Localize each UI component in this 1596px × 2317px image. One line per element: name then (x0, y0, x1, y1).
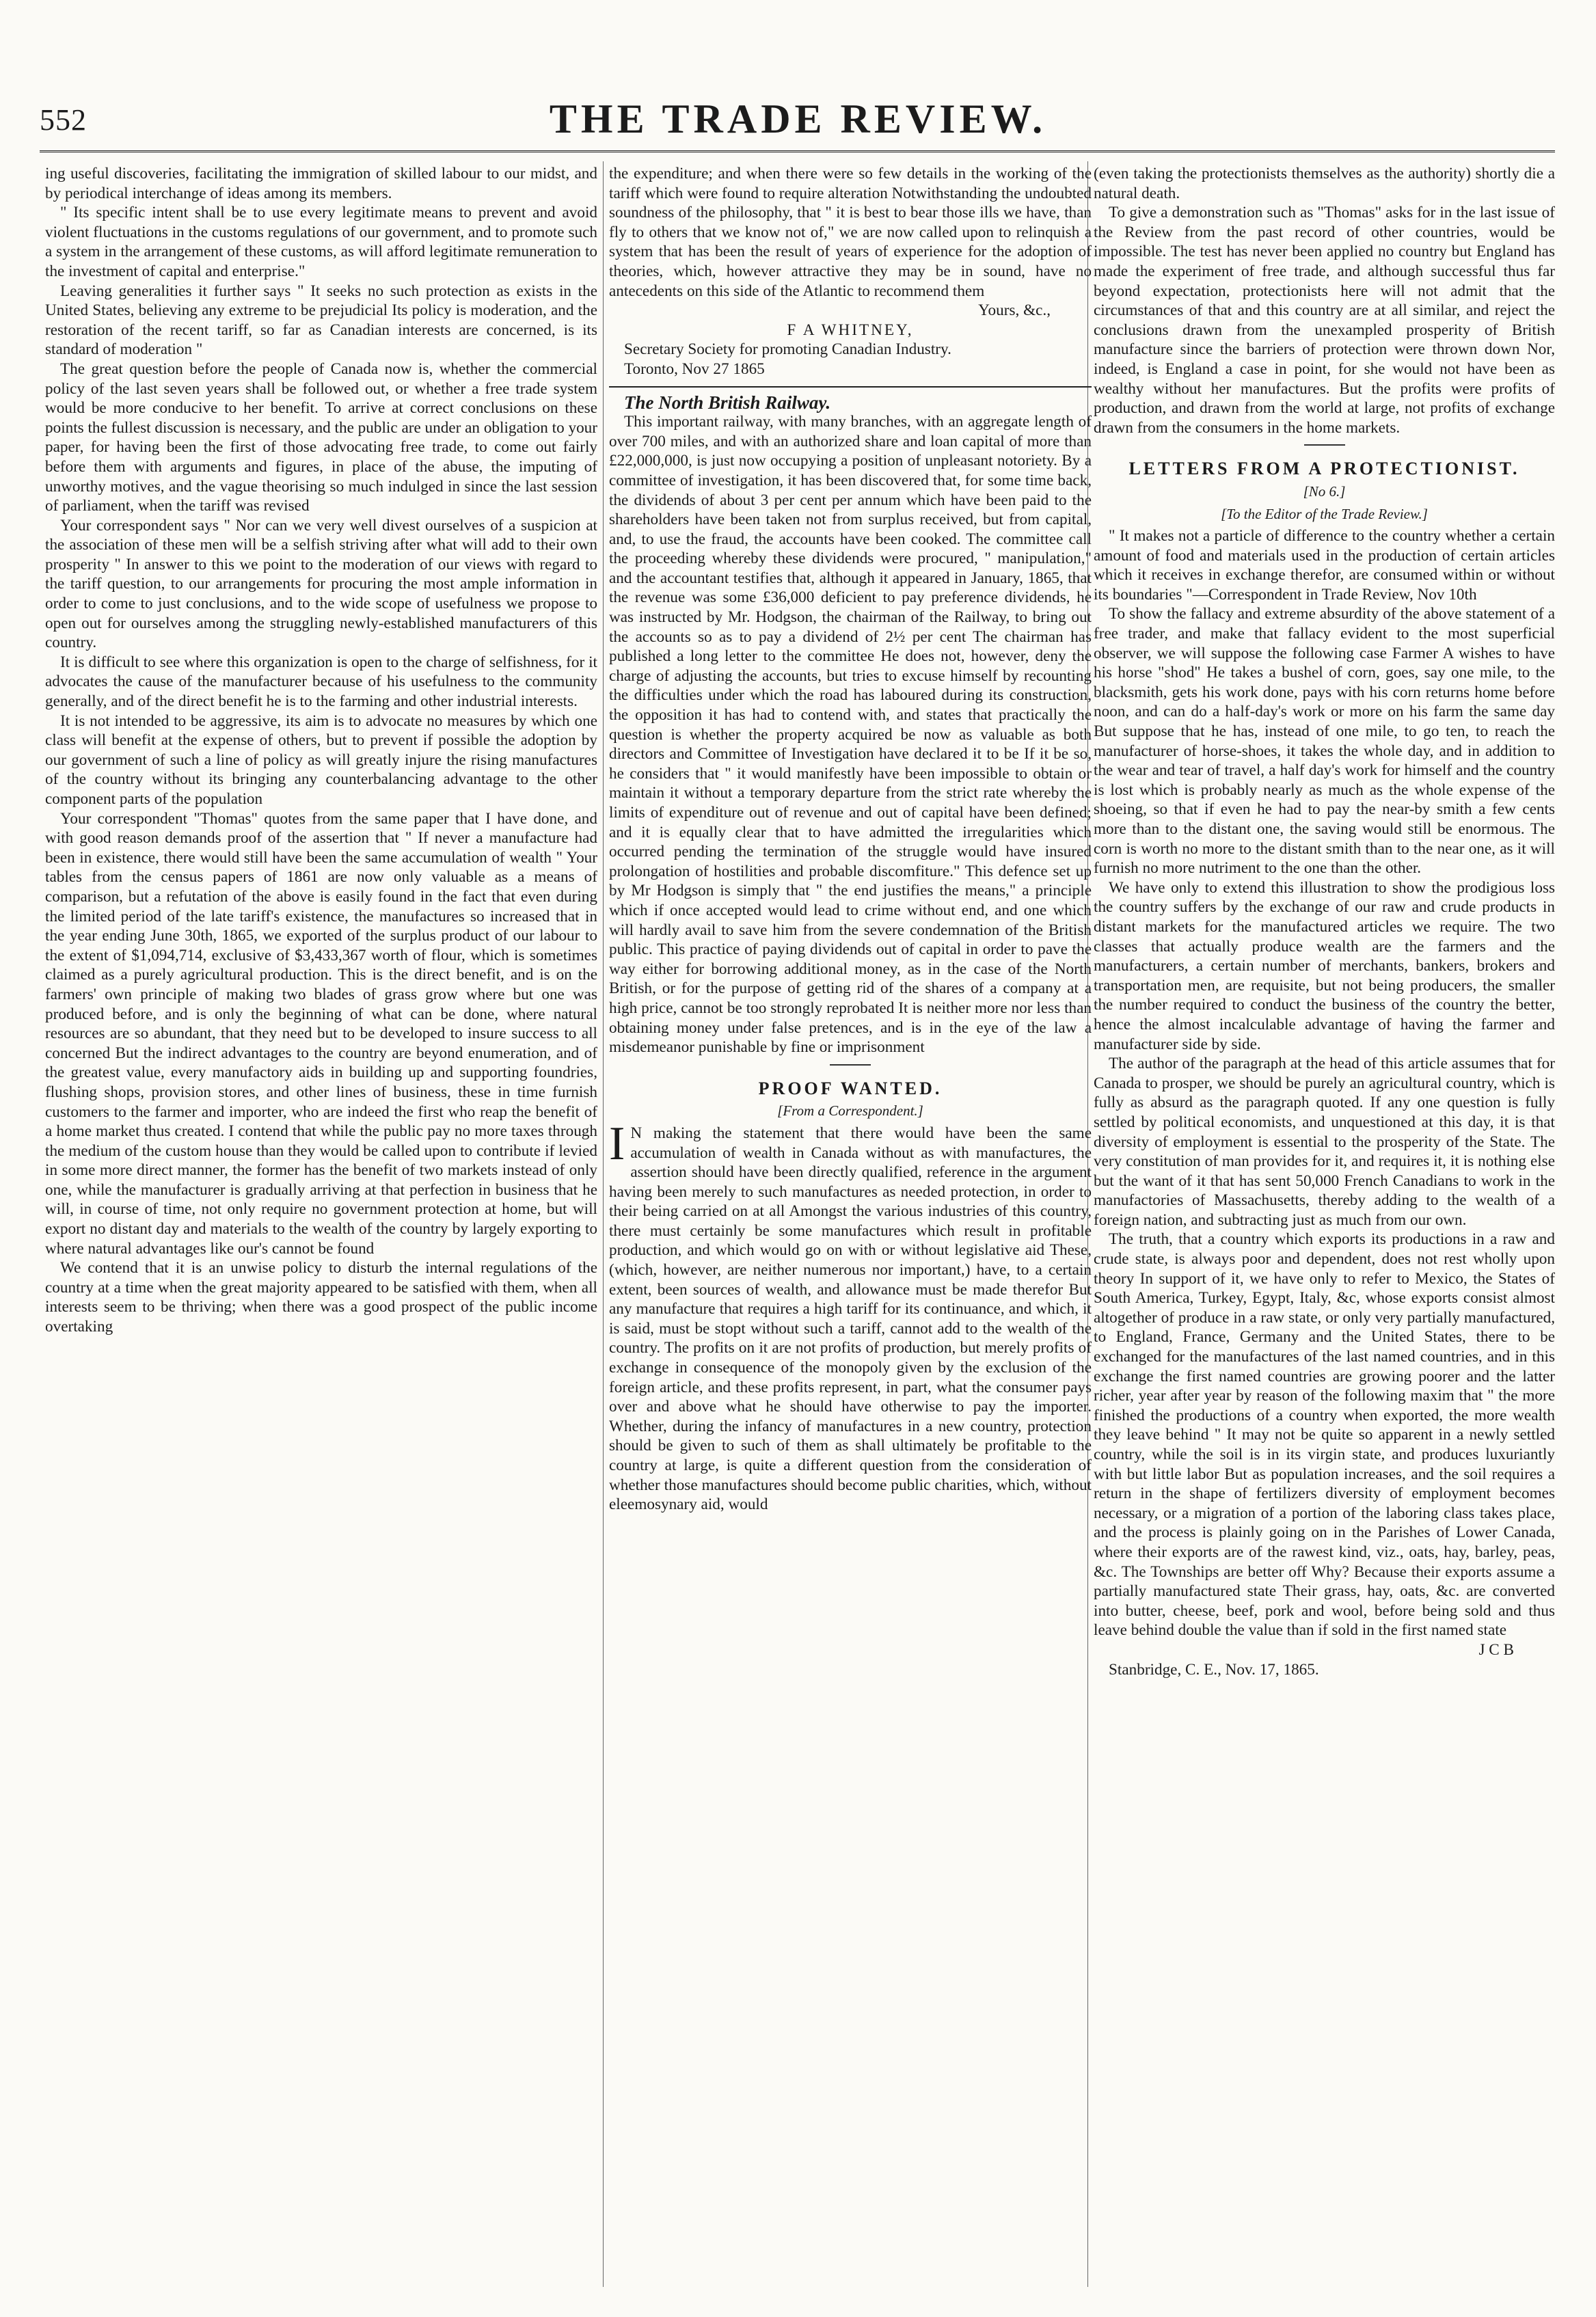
paragraph: The author of the paragraph at the head of this article assumes that for Canada to prosper, we should be purely an agricultural country, which is fully as absurd as the paragraph quoted. If any one question is fully settled by political economists, and unquestioned at this day, it is that diversity of employment is essential to the prosperity of the State. The very constitution of man provides for it, and requires it, it is nothing else but the want of it that has sent 50,000 French Canadians to work in the manufactories of Massachusetts, thereby adding to the wealth of a foreign nation, and subtracting just as much from our own. (1094, 1055, 1555, 1229)
column-middle (609, 164, 1092, 2290)
letter-signature: F A WHITNEY, (787, 321, 914, 339)
paragraph: Your correspondent says " Nor can we very well divest ourselves of a suspicion at the association of these men will be a selfish striving after what will add to their own prosperity " In answer to this we point to the moderation of our views with regard to the tariff question, to our arrangements for procuring the most ample information in order to come to just conclusions, and to the wide scope of usefulness we propose to open out for ourselves among the struggling newly-established manufacturers of this country. (45, 516, 597, 652)
paragraph: ing useful discoveries, facilitating the immigration of skilled labour to our midst, and by periodical interchange of ideas among its members. (45, 165, 597, 202)
article-subtitle: [From a Correspondent.] (777, 1102, 923, 1120)
masthead-title: THE TRADE REVIEW. (549, 96, 1047, 141)
masthead-rule (40, 150, 1555, 152)
short-divider (1304, 444, 1345, 446)
drop-cap: I (609, 1117, 625, 1170)
paragraph: the expenditure; and when there were so few details in the working of the tariff which were found to require alteration Notwithstanding the undoubted soundness of the philosophy, that " it is best to bear those ills we have, than fly to others that we know not of," we are now called upon to relinquish a system that has been the result of years of experience for the adoption of theories, which, however attractive they may be in sound, have no antecedents on this side of the Atlantic to recommend them (609, 165, 1092, 300)
paragraph: Leaving generalities it further says " It seeks no such protection as exists in the United States, believing any extreme to be prejudicial Its policy is moderation, and the restoration of the recent tariff, so far as Canadian interests are concerned, is its standard of moderation " (45, 282, 597, 359)
letter-dateline: Stanbridge, C. E., Nov. 17, 1865. (1109, 1660, 1319, 1679)
paragraph (609, 1117, 1092, 1515)
article-address: [To the Editor of the Trade Review.] (1221, 505, 1428, 522)
paragraph: It is not intended to be aggressive, its aim is to advocate no measures by which one class will benefit at the expense of others, but to prevent if possible the adoption by our government of such a line of policy as will greatly injure the rising manufactures of the country without its bringing any counterbalancing advantage to the other component parts of the population (45, 712, 597, 808)
column-left (45, 164, 597, 2290)
article-title: The North British Railway. (624, 392, 831, 413)
paragraph: To show the fallacy and extreme absurdity of the above statement of a free trader, and make that fallacy evident to the most superficial observer, we will suppose the following case Farmer A wishes to have his horse "shod" He takes a bushel of corn, goes, say one mile, to the blacksmith, gets his work done, pays with his corn returns home before noon, and can do a half-day's work or more on his farm the same day But suppose that he has, instead of one mile, to go ten, to reach the manufacturer of horse-shoes, it takes the whole day, and in addition to the wear and tear of travel, a half day's work for himself and the country is lost which is probably nearly as much as the whole expense of the shoeing, so that if even he had to pay the near-by smith a few cents more than to the distant one, the saving would still be enormous. The corn is worth no more to the distant smith than to the near one, as it will furnish no more nutriment to the one than the other. (1094, 605, 1555, 878)
article-title: LETTERS FROM A PROTECTIONIST. (1128, 459, 1520, 479)
letter-signature: J C B (1478, 1640, 1514, 1659)
paragraph: This important railway, with many branches, with an aggregate length of over 700 miles, and with an authorized share and loan capital of more than £22,000,000, is just now occupying a position of unpleasant notoriety. By a committee of investigation, it has been discovered that, for some time back, the dividends of about 3 per cent per annum which have been paid to the shareholders have been taken not from surplus received, but from capital, and, to use the fraud, the accounts have been cooked. The committee call the proceeding whereby these dividends were procured, " manipulation," and the accountant testifies that, although it appeared in January, 1865, that the revenue was some £36,000 deficient to pay preference dividends, he was instructed by Mr. Hodgson, the chairman of the Railway, to bring out the accounts so as to pay a dividend of 2½ per cent The chairman has published a long letter to the committee He does not, however, deny the charge of adjusting the accounts, but tries to excuse himself by recounting the difficulties under which the road has laboured during its construction, the opposition it has had to contend with, and states that practically the question is whether the property acquired be now as valuable as both directors and Committee of Investigation have declared it to be If it be so, he considers that " it would manifestly have been impossible to obtain or maintain it without a temporary departure from the strict rate whereby the limits of expenditure out of revenue and out of capital have been defined; and it is equally clear that to have admitted the irregularities which occurred pending the termination of the struggle would have insured prolongation of hostilities and probable discomfiture." This defence set up by Mr Hodgson is simply that " the end justifies the means," a principle which if once accepted would lead to crime without end, and one which will hardly avail to save him from the severe condemnation of the British public. This practice of paying dividends out of capital in order to pave the way either for borrowing additional money, as in the case of the North British, or for the purpose of getting rid of the shares of a company at a high price, cannot be too strongly reprobated It is neither more nor less than obtaining money under false pretences, and is in the eye of the law a misdemeanor punishable by fine or imprisonment (609, 413, 1092, 1057)
article-number: [No 6.] (1303, 483, 1346, 500)
paragraph: It is difficult to see where this organization is open to the charge of selfishness, for it advocates the cause of the manufacturer because of his usefulness to the community generally, and of the direct benefit he is to the farming and other industrial interests. (45, 653, 597, 711)
letter-signature-title: Secretary Society for promoting Canadian Industry. (624, 340, 951, 359)
paragraph: Your correspondent "Thomas" quotes from the same paper that I have done, and with good reason demands proof of the assertion that " If never a manufacture had been in existence, there would still have been the same accumulation of wealth " Your tables from the census papers of 1861 are now only valuable as a means of comparison, but a refutation of the above is easily found in the fact that even during the limited period of the late tariff's existence, the manufactures so increased that in the year ending June 30th, 1865, we exported of the surplus product of our labour to the extent of $1,094,714, exclusive of $3,433,367 worth of flour, which is sometimes claimed as a purely agricultural production. This is the direct benefit, and is on the farmers' own principle of making two blades of grass grow where but one was produced before, and is only the beginning of what can be done, where natural resources are so abundant, that they need but to be developed to insure success to all concerned But the indirect advantages to the country are beyond enumeration, and of the greatest value, every manufactory aids in building up and supporting foundries, flushing shops, provision stores, and other lines of business, these in time furnish customers to the farmer and importer, who are indeed the first who reap the benefit of a home market thus created. I contend that while the public pay no more taxes through the medium of the custom house than they would be called upon to contribute if levied in some more direct manner, the former has the benefit of two markets instead of only one, while the manufacturer is gradually arriving at that perfection in business that he will, in course of time, not only require no government protection at home, but will export no distant day and materials to the wealth of the country by largely exporting to where natural advantages like our's cannot be found (45, 809, 597, 1258)
paragraph: " Its specific intent shall be to use every legitimate means to prevent and avoid violent fluctuations in the customs regulations of our government, and to promote such a system in the arrangement of these customs, as will afford legitimate remuneration to the investment of capital and enterprise." (45, 204, 597, 280)
short-divider (830, 1064, 871, 1066)
paragraph-text: N making the statement that there would have been the same accumulation of wealth in Canada without as with manufactures, the assertion should have been directly qualified, reference in the argument having been merely to such manufactures as needed protection, in order to their being carried on at all Amongst the various industries of this country, there must certainly be some manufactures which result in profitable production, and which would go on with or without legislative aid These, (which, however, are neither numerous nor important,) have, to a certain extent, been sources of wealth, and allowance must be made therefor But any manufacture that requires a high tariff for its continuance, and which, it is said, must be stopt without such a tariff, cannot add to the wealth of the country. The profits on it are not profits of production, but merely profits of exchange in consequence of the monopoly given by the exclusion of the foreign article, and these profits represent, in part, what the consumer pays over and above what he should have otherwise to pay the importer. Whether, during the infancy of manufactures in a new country, protection should be given to such of them as shall ultimately be profitable to the country at large, is quite a different question from the consideration of whether those manufactures should become public charities, which, without eleemosynary aid, would (609, 1124, 1092, 1514)
paragraph: (even taking the protectionists themselves as the authority) shortly die a natural death. (1094, 165, 1555, 202)
column-right (1094, 164, 1555, 2290)
letter-closing: Yours, &c., (978, 301, 1051, 320)
paragraph: The truth, that a country which exports its productions in a raw and crude state, is always poor and dependent, does not rest wholly upon theory In support of it, we have only to refer to Mexico, the States of South America, Turkey, Egypt, Italy, &c, whose exports consist almost altogether of produce in a raw state, or only very partially manufactured, to England, France, Germany and the United States, there to be exchanged for the manufactures of the last named countries, and in this exchange the first named countries are growing poorer and the latter richer, year after year by reason of the following maxim that " the more finished the productions of a country when exported, the more wealth they leave behind " It may not be quite so apparent in a newly settled country, while the soil is in its virgin state, and produces luxuriantly with but little labor But as population increases, and the soil requires a return in the shape of fertilizers diversity of employment becomes necessary, or a migration of a portion of the laboring class takes place, and the process is plainly going on in the Parishes of Lower Canada, where their exports are of the rawest kind, viz., oats, hay, barley, peas, &c. The Townships are better off Why? Because their exports assume a partially manufactured state Their grass, hay, oats, &c. are converted into butter, cheese, beef, pork and wool, before being sold and thus leave behind double the value than if sold in the first named state (1094, 1230, 1555, 1640)
article-divider (609, 386, 1092, 388)
paragraph: To give a demonstration such as "Thomas" asks for in the last issue of the Review from the past record of other countries, would be impossible. The test has never been applied no country but England has made the experiment of free trade, and although successful thus far beyond expectation, protectionists here will not admit that the circumstances of that and this country are at all similar, and reject the conclusions drawn from the unexampled prosperity of British manufacture since the barriers of protection were thrown down Nor, indeed, is England a case in point, for she would not have been as wealthy without her manufactures. But the profits were profits of production, and drawn from the world at large, not profits of exchange drawn from the consumers in the home markets. (1094, 204, 1555, 437)
column-rule (603, 161, 604, 2287)
page-number: 552 (40, 103, 87, 137)
paragraph: " It makes not a particle of difference to the country whether a certain amount of food and materials used in the production of certain articles which it receives in exchange therefor, are consumed within or without its boundaries "—Correspondent in Trade Review, Nov 10th (1094, 527, 1555, 604)
article-title: PROOF WANTED. (758, 1078, 943, 1098)
paragraph: We have only to extend this illustration to show the prodigious loss the country suffers by the exchange of our raw and crude products in distant markets for the manufactured articles we require. The two classes that actually produce wealth are the farmers and the manufacturers, a certain number of merchants, bankers, brokers and transportation men, are requisite, but not being producers, the smaller the number required to conduct the business of the country the better, hence the almost incalculable advantage of having the farmer and manufacturer side by side. (1094, 878, 1555, 1053)
paragraph: We contend that it is an unwise policy to disturb the internal regulations of the country at a time when the great majority appeared to be satisfied with them, when all interests seem to be thriving; when there was a good prospect of the public income overtaking (45, 1259, 597, 1336)
paragraph: The great question before the people of Canada now is, whether the commercial policy of the last seven years shall be followed out, or whether a free trade system would be more conducive to her benefit. To arrive at correct conclusions on these points the fullest discussion is necessary, and the public are under an obligation to your paper, for having been the first of those advocating free trade, to come out fairly before them with arguments and figures, in place of the abuse, the imputing of unworthy motives, and the vague theorising so much indulged in since the last session of parliament, when the tariff was revised (45, 360, 597, 515)
letter-dateline: Toronto, Nov 27 1865 (624, 360, 765, 378)
